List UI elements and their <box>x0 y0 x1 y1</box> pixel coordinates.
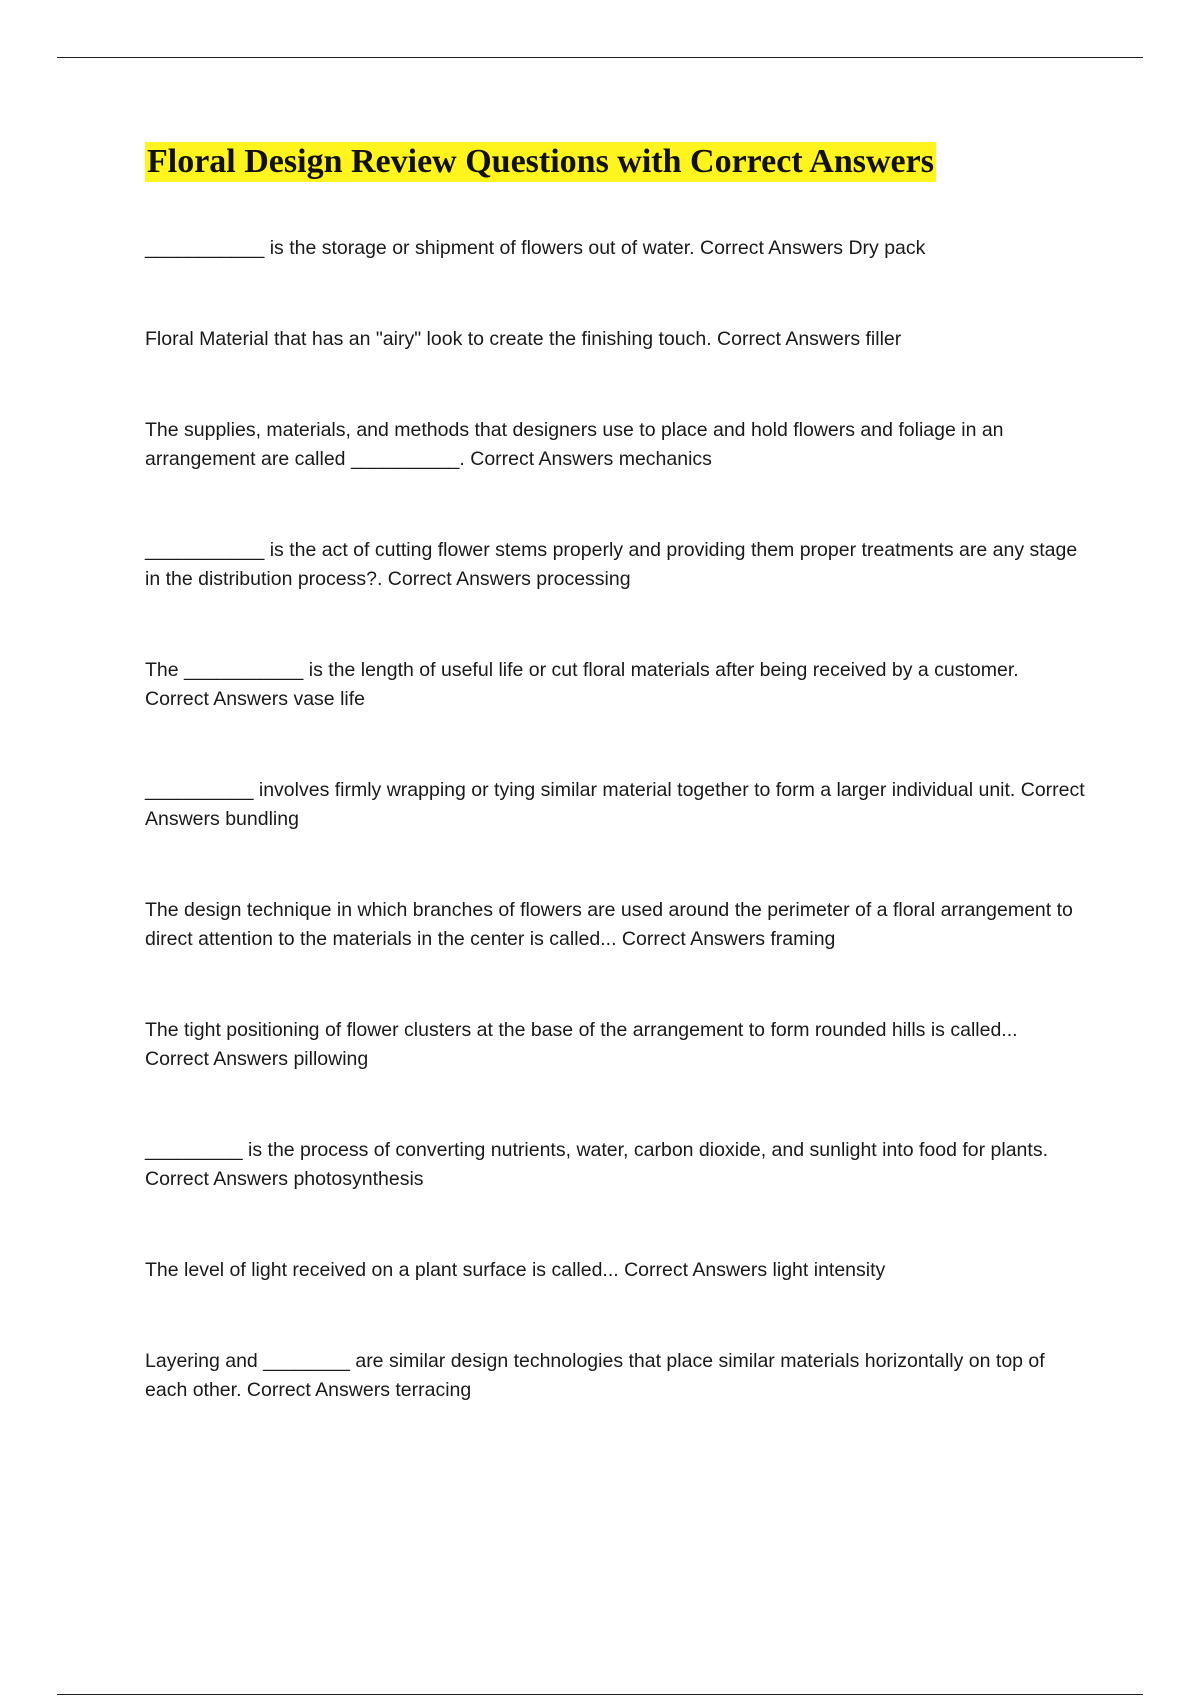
question-item: The supplies, materials, and methods that designers use to place and hold flowers and foliage in an arrangement are called __________. Correct Answers mechanics <box>145 419 1004 470</box>
question-item: Layering and ________ are similar design technologies that place similar materials horizontally on top of each other. Correct Answers terracing <box>145 1350 1045 1401</box>
document-title: Floral Design Review Questions with Correct Answers <box>147 143 934 180</box>
document-body <box>145 142 1085 1405</box>
question-item: The design technique in which branches of flowers are used around the perimeter of a floral arrangement to direct attention to the materials in the center is called... Correct Answers framing <box>145 899 1073 950</box>
question-item: ___________ is the storage or shipment of flowers out of water. Correct Answers Dry pack <box>145 237 926 259</box>
question-list <box>145 234 1085 1405</box>
question-item: __________ involves firmly wrapping or tying similar material together to form a larger individual unit. Correct Answers bundling <box>145 779 1085 830</box>
footer-rule <box>57 1694 1143 1695</box>
question-item: The level of light received on a plant surface is called... Correct Answers light intensity <box>145 1259 886 1281</box>
question-item: ___________ is the act of cutting flower stems properly and providing them proper treatments are any stage in the distribution process?. Correct Answers processing <box>145 539 1078 590</box>
question-item: The tight positioning of flower clusters at the base of the arrangement to form rounded hills is called... Correct Answers pillowing <box>145 1019 1018 1070</box>
question-item: Floral Material that has an "airy" look to create the finishing touch. Correct Answers filler <box>145 328 902 350</box>
question-item: _________ is the process of converting nutrients, water, carbon dioxide, and sunlight into food for plants. Correct Answers photosynthesis <box>145 1139 1048 1190</box>
question-item: The ___________ is the length of useful life or cut floral materials after being received by a customer. Correct Answers vase life <box>145 659 1019 710</box>
header-rule <box>57 57 1143 58</box>
